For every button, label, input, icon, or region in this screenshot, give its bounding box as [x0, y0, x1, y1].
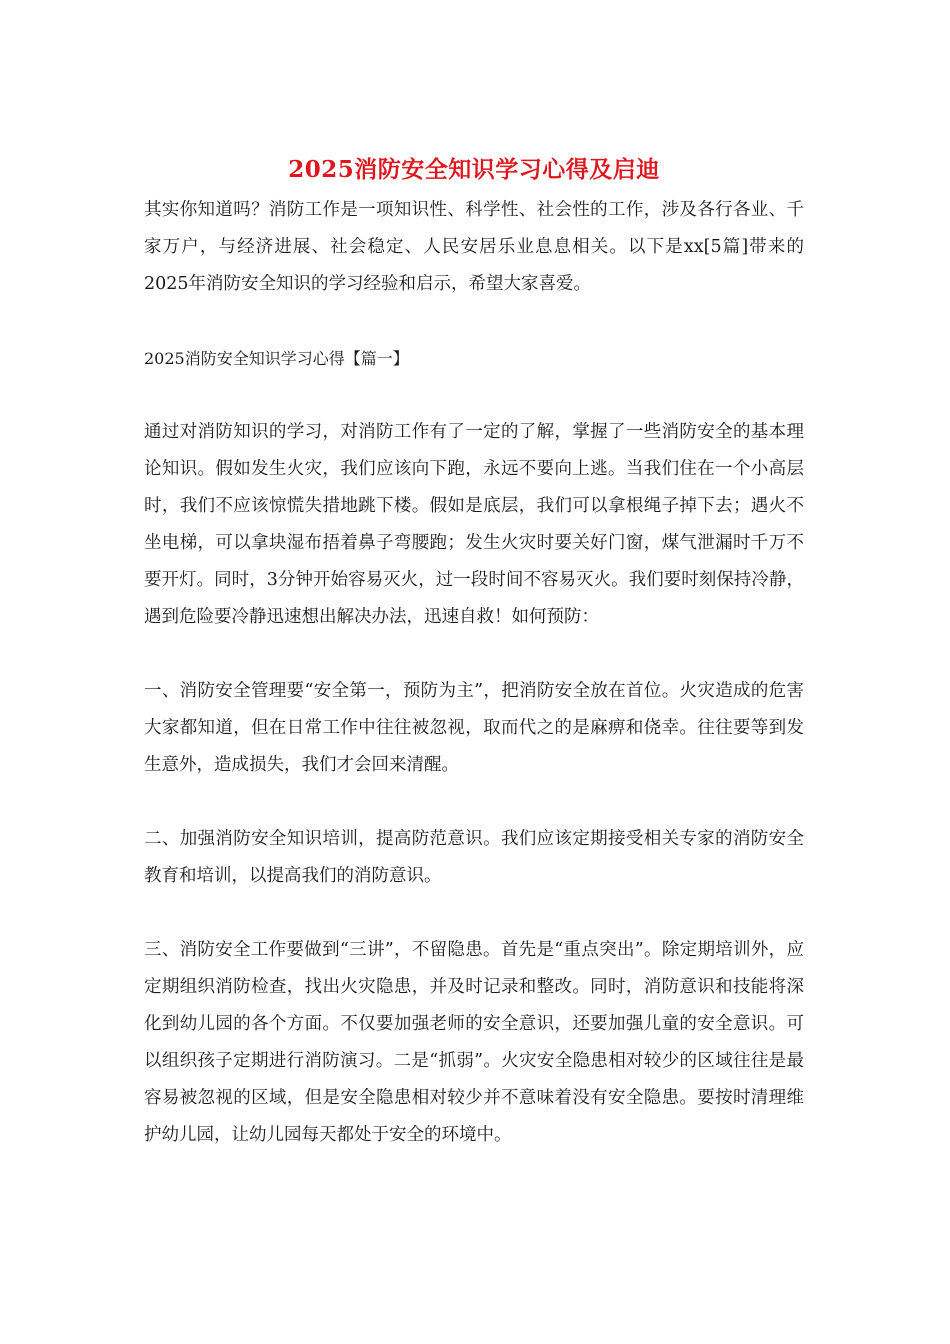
spacer	[144, 895, 804, 932]
section-heading: 2025消防安全知识学习心得【篇一】	[144, 349, 409, 368]
paragraph-4: 三、消防安全工作要做到“三讲”，不留隐患。首先是“重点突出”。除定期培训外，应定期组织消防检查，找出火灾隐患，并及时记录和整改。同时，消防意识和技能将深化到幼儿园的各个方面。不仅要加强老师的安全意识，还要加强儿童的安全意识。可以组织孩子定期进行消防演习。二是“抓弱”。火灾安全隐患相对较少的区域往往是最容易被忽视的区域，但是安全隐患相对较少并不意味着没有安全隐患。要按时清理维护幼儿园，让幼儿园每天都处于安全的环境中。	[144, 940, 804, 1145]
intro-paragraph: 其实你知道吗？消防工作是一项知识性、科学性、社会性的工作，涉及各行各业、千家万户，与经济进展、社会稳定、人民安居乐业息息相关。以下是xx[5篇]带来的2025年消防安全知识的学习经验和启示，希望大家喜爱。	[144, 200, 804, 294]
document-page	[144, 150, 804, 1154]
spacer	[144, 636, 804, 673]
paragraph-1: 通过对消防知识的学习，对消防工作有了一定的了解，掌握了一些消防安全的基本理论知识。假如发生火灾，我们应该向下跑，永远不要向上逃。当我们住在一个小高层时，我们不应该惊慌失措地跳下楼。假如是底层，我们可以拿根绳子掉下去；遇火不坐电梯，可以拿块湿布捂着鼻子弯腰跑；发生火灾时要关好门窗，煤气泄漏时千万不要开灯。同时，3分钟开始容易灭火，过一段时间不容易灭火。我们要时刻保持冷静，遇到危险要冷静迅速想出解决办法，迅速自救！如何预防：	[144, 422, 804, 627]
spacer	[144, 377, 804, 414]
spacer	[144, 784, 804, 821]
document-title: 2025消防安全知识学习心得及启迪	[288, 156, 660, 183]
paragraph-3: 二、加强消防安全知识培训，提高防范意识。我们应该定期接受相关专家的消防安全教育和培训，以提高我们的消防意识。	[144, 829, 804, 886]
paragraph-2: 一、消防安全管理要“安全第一，预防为主”，把消防安全放在首位。火灾造成的危害大家都知道，但在日常工作中往往被忽视，取而代之的是麻痹和侥幸。往往要等到发生意外，造成损失，我们才会回来清醒。	[144, 681, 804, 775]
spacer	[144, 303, 804, 340]
